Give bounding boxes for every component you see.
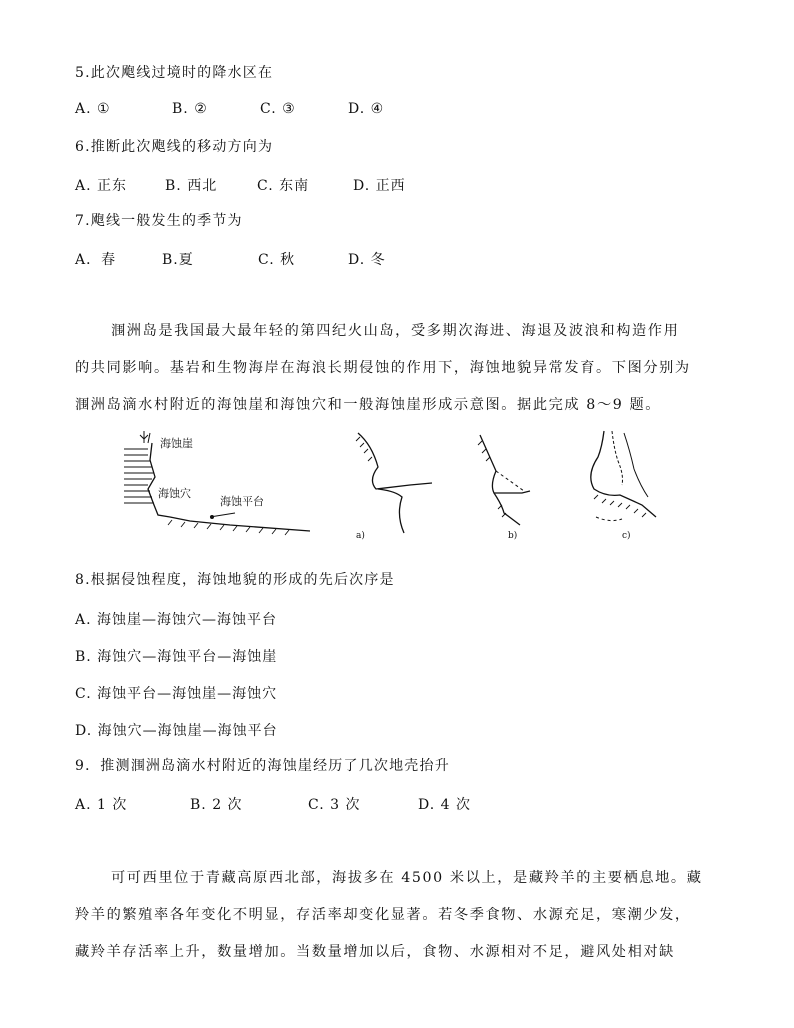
passage-1-line-1: 涠洲岛是我国最大最年轻的第四纪火山岛，受多期次海进、海退及波浪和构造作用 xyxy=(111,323,680,339)
question-7-option-a: A．春 xyxy=(75,252,117,268)
question-6-option-a: A. 正东 xyxy=(75,178,128,194)
passage-2-line-1: 可可西里位于青藏高原西北部，海拔多在 4500 米以上，是藏羚羊的主要栖息地。藏 xyxy=(111,870,703,886)
question-5-stem: 5.此次飑线过境时的降水区在 xyxy=(75,65,274,81)
passage-2-line-3: 藏羚羊存活率上升，数量增加。当数量增加以后，食物、水源相对不足，避风处相对缺 xyxy=(75,944,675,960)
question-6-option-c: C. 东南 xyxy=(257,178,310,194)
label-sea-cave: 海蚀穴 xyxy=(158,487,191,500)
question-9-option-c: C. 3 次 xyxy=(308,797,361,813)
cliff-hatching xyxy=(124,449,154,503)
passage-weizhou-island xyxy=(75,313,720,424)
question-8-option-b: B. 海蚀穴—海蚀平台—海蚀崖 xyxy=(75,649,278,665)
label-diagram-a: a) xyxy=(356,531,365,541)
label-diagram-b: b) xyxy=(508,531,518,541)
question-7-option-b: B.夏 xyxy=(162,252,194,268)
passage-1-line-3: 涠洲岛滴水村附近的海蚀崖和海蚀穴和一般海蚀崖形成示意图。据此完成 8～9 题。 xyxy=(75,397,662,413)
diagram-a-top xyxy=(358,433,432,489)
diagram-a-bottom xyxy=(378,489,404,533)
question-9-stem: 9．推测涠洲岛滴水村附近的海蚀崖经历了几次地壳抬升 xyxy=(75,758,450,774)
question-5-option-d: D. ④ xyxy=(348,101,385,117)
question-6-option-b: B. 西北 xyxy=(165,178,218,194)
question-9-option-b: B. 2 次 xyxy=(190,797,243,813)
question-7-stem: 7.飑线一般发生的季节为 xyxy=(75,213,243,229)
vegetation-mark xyxy=(140,431,150,443)
passage-2-line-2: 羚羊的繁殖率各年变化不明显，存活率却变化显著。若冬季食物、水源充足，寒潮少发， xyxy=(75,907,691,923)
passage-hoh-xil xyxy=(75,860,720,971)
question-5-option-a: A. ① xyxy=(75,101,111,117)
question-9-option-a: A. 1 次 xyxy=(75,797,128,813)
sea-erosion-diagram xyxy=(110,425,710,555)
question-9-option-d: D. 4 次 xyxy=(418,797,471,813)
question-7-option-d: D. 冬 xyxy=(348,252,386,268)
diagram-b-top xyxy=(480,435,530,493)
sea-erosion-figure xyxy=(110,425,710,555)
question-6-option-d: D. 正西 xyxy=(353,178,406,194)
label-sea-cliff: 海蚀崖 xyxy=(160,437,193,450)
question-8-option-a: A. 海蚀崖—海蚀穴—海蚀平台 xyxy=(75,612,278,628)
question-8-option-c: C. 海蚀平台—海蚀崖—海蚀穴 xyxy=(75,686,278,702)
passage-1-line-2: 的共同影响。基岩和生物海岸在海浪长期侵蚀的作用下，海蚀地貌异常发育。下图分别为 xyxy=(75,360,691,376)
question-8-stem: 8.根据侵蚀程度，海蚀地貌的形成的先后次序是 xyxy=(75,572,395,588)
question-6-stem: 6.推断此次飑线的移动方向为 xyxy=(75,139,274,155)
question-7-option-c: C. 秋 xyxy=(258,252,296,268)
diagram-b-bottom xyxy=(494,493,520,525)
label-wave-cut-platform: 海蚀平台 xyxy=(220,495,264,508)
question-8-option-d: D. 海蚀穴—海蚀崖—海蚀平台 xyxy=(75,723,278,739)
question-5-option-b: B. ② xyxy=(172,101,208,117)
question-5-option-c: C. ③ xyxy=(260,101,296,117)
label-diagram-c: c) xyxy=(622,531,631,541)
diagram-c-cliff xyxy=(591,431,656,517)
